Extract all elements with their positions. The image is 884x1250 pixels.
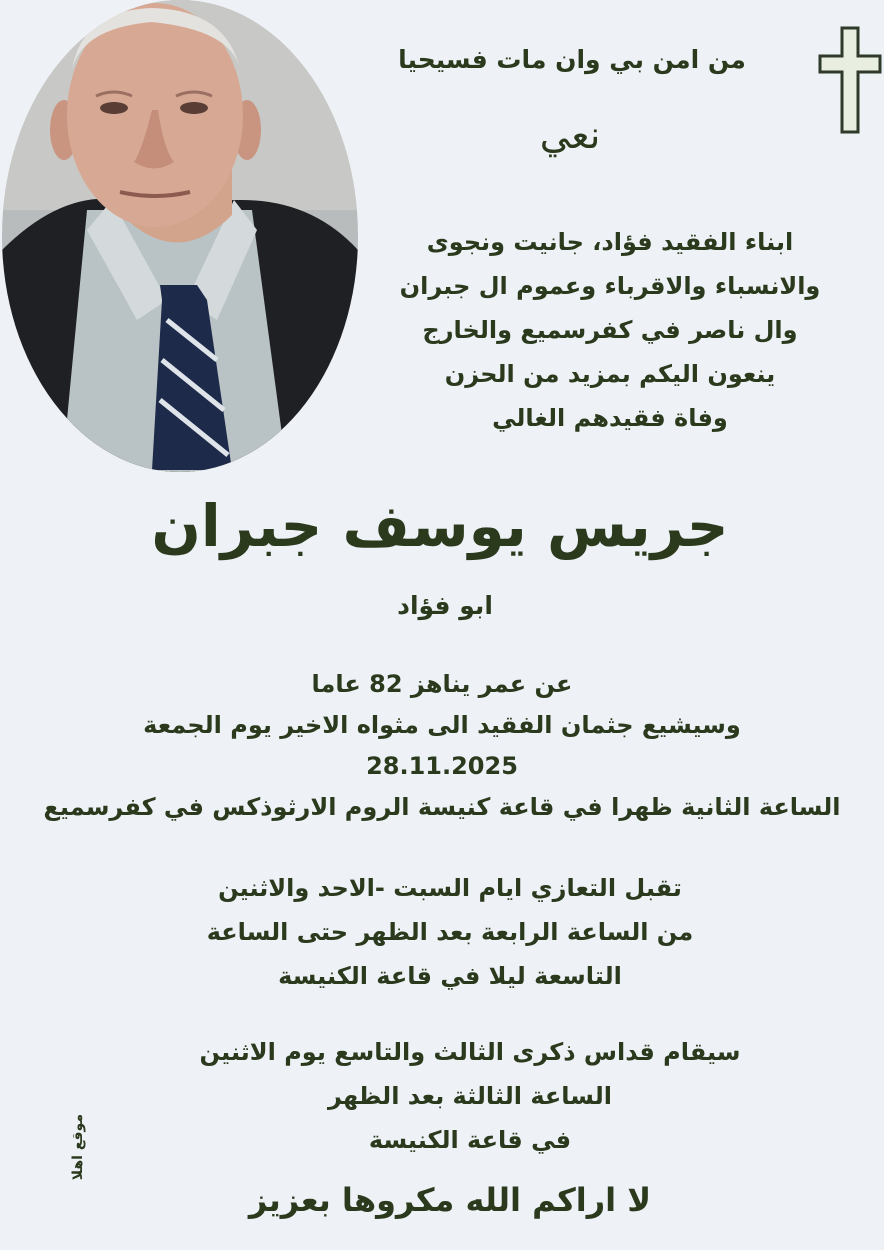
deceased-name: جريس يوسف جبران bbox=[151, 492, 729, 560]
funeral-line: وسيشيع جثمان الفقيد الى مثواه الاخير يوم الجمعة bbox=[143, 711, 741, 739]
condolence-line: التاسعة ليلا في قاعة الكنيسة bbox=[278, 962, 622, 990]
funeral-date: 28.11.2025 bbox=[366, 752, 518, 780]
mass-line: في قاعة الكنيسة bbox=[368, 1126, 572, 1154]
scripture-header: من امن بي وان مات فسيحيا bbox=[398, 45, 746, 74]
mass-line: سيقام قداس ذكرى الثالث والتاسع يوم الاثنين bbox=[199, 1038, 741, 1066]
closing-phrase: لا اراكم الله مكروها بعزيز bbox=[248, 1181, 652, 1219]
memorial-mass-details bbox=[110, 1030, 830, 1162]
deceased-nickname: ابو فؤاد bbox=[397, 591, 493, 620]
portrait-photo bbox=[2, 0, 358, 472]
family-line: وفاة فقيدهم الغالي bbox=[492, 404, 728, 432]
notice-title: نعي bbox=[539, 113, 601, 157]
site-watermark: موقع اهلا bbox=[70, 1114, 86, 1181]
family-line: والانسباء والاقرباء وعموم ال جبران bbox=[399, 272, 821, 300]
condolence-line: تقبل التعازي ايام السبت -الاحد والاثنين bbox=[218, 874, 682, 902]
funeral-details bbox=[0, 664, 884, 828]
family-line: ينعون اليكم بمزيد من الحزن bbox=[444, 360, 776, 388]
family-line: ابناء الفقيد فؤاد، جانيت ونجوى bbox=[426, 228, 794, 256]
cross-icon bbox=[818, 26, 882, 134]
condolence-line: من الساعة الرابعة بعد الظهر حتى الساعة bbox=[206, 918, 694, 946]
condolence-details bbox=[150, 866, 750, 998]
funeral-line: عن عمر يناهز 82 عاما bbox=[311, 670, 573, 698]
mass-line: الساعة الثالثة بعد الظهر bbox=[328, 1082, 612, 1110]
family-line: وال ناصر في كفرسميع والخارج bbox=[422, 316, 798, 344]
family-announcement bbox=[360, 220, 860, 440]
funeral-line: الساعة الثانية ظهرا في قاعة كنيسة الروم الارثوذكس في كفرسميع bbox=[43, 793, 841, 821]
